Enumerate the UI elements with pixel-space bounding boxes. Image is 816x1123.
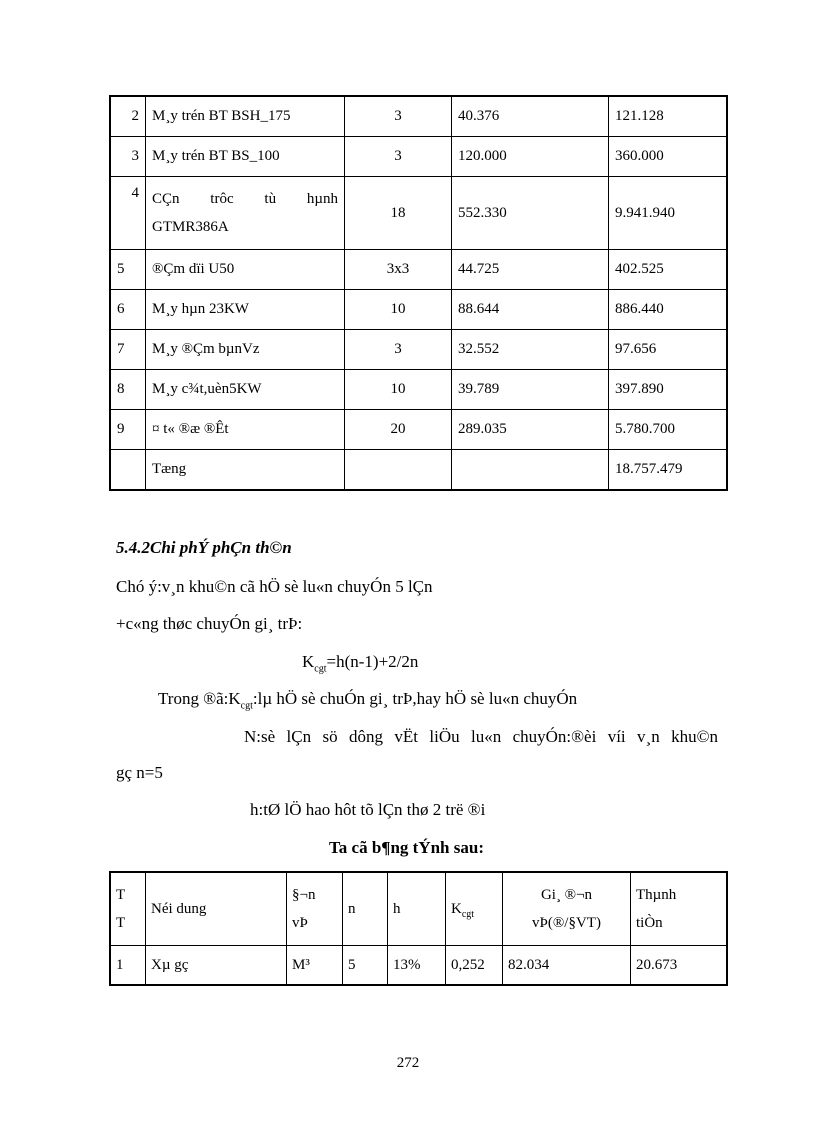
section-heading: 5.4.2Chi phÝ phÇn th©n (116, 538, 292, 557)
note-line: Chó ý:v¸n khu©n cã hÖ sè lu«n chuyÓn 5 lÇn (116, 577, 433, 596)
equipment-name: ®Çm dïi U50 (146, 250, 345, 290)
page-number: 272 (396, 1055, 420, 1071)
row-number: 9 (110, 410, 146, 450)
formula-intro: +c«ng thøc chuyÓn gi¸ trÞ: (116, 614, 303, 633)
equipment-name: M¸y c¾t,uèn5KW (146, 370, 345, 410)
header-content: Néi dung (146, 872, 287, 946)
row-number: 7 (110, 330, 146, 370)
amount: 97.656 (609, 330, 728, 370)
quantity: 20 (345, 410, 452, 450)
row-number: 4 (110, 177, 146, 250)
equipment-table (109, 95, 728, 491)
cost-table (109, 871, 728, 986)
definition-n-cont: gç n=5 (116, 763, 163, 782)
quantity: 3 (345, 137, 452, 177)
header-unit (287, 872, 343, 946)
unit-price: 32.552 (452, 330, 609, 370)
row-number (110, 450, 146, 491)
header-k-subscript: cgt (461, 908, 475, 920)
row-number: 2 (110, 96, 146, 137)
header-price (503, 872, 631, 946)
amount: 9.941.940 (609, 177, 728, 250)
header-tt-line2: T (116, 915, 126, 931)
unit-price: 88.644 (452, 290, 609, 330)
amount: 397.890 (609, 370, 728, 410)
header-total-line2: tiÒn (636, 915, 663, 931)
row-total: 20.673 (631, 946, 728, 986)
row-number: 8 (110, 370, 146, 410)
row-number: 6 (110, 290, 146, 330)
grand-total: 18.757.479 (609, 450, 728, 491)
definition-n-text: N:sè lÇn sö dông vËt liÖu lu«n chuyÓn:®èi víi v¸n khu©n (244, 727, 718, 746)
row-unit: M³ (287, 946, 343, 986)
table-row (110, 330, 727, 370)
quantity: 3 (345, 330, 452, 370)
unit-price: 120.000 (452, 137, 609, 177)
amount: 121.128 (609, 96, 728, 137)
quantity: 18 (345, 177, 452, 250)
row-tt: 1 (110, 946, 146, 986)
header-tt-line1: T (116, 886, 126, 903)
equipment-name-line1: CÇn trôc tù hµnh (152, 190, 338, 207)
table-header-row (110, 872, 727, 946)
quantity (345, 450, 452, 491)
unit-price: 552.330 (452, 177, 609, 250)
unit-price: 44.725 (452, 250, 609, 290)
equipment-name: M¸y trén BT BS_100 (146, 137, 345, 177)
table-row (110, 290, 727, 330)
definition-n (244, 727, 718, 747)
unit-price: 289.035 (452, 410, 609, 450)
formula-expression: =h(n-1)+2/2n (326, 652, 419, 671)
table-row (110, 177, 727, 250)
definition-h: h:tØ lÖ hao hôt tõ lÇn thø 2 trë ®i (250, 800, 486, 819)
row-k: 0,252 (446, 946, 503, 986)
table-caption: Ta cã b¶ng tÝnh sau: (329, 838, 484, 857)
formula-k: K (302, 652, 315, 671)
table-row (110, 137, 727, 177)
table-row (110, 96, 727, 137)
amount: 886.440 (609, 290, 728, 330)
definition-k-prefix: Trong ®ã:K (158, 689, 241, 708)
row-number: 3 (110, 137, 146, 177)
quantity: 3x3 (345, 250, 452, 290)
header-price-line1: Gi¸ ®¬n (540, 886, 593, 903)
row-price: 82.034 (503, 946, 631, 986)
equipment-name (146, 177, 345, 250)
header-unit-line2: vÞ (292, 915, 308, 931)
header-unit-line1: §¬n (292, 886, 316, 903)
header-price-line2: vÞ(®/§VT) (532, 915, 601, 931)
unit-price: 40.376 (452, 96, 609, 137)
equipment-name: M¸y hµn 23KW (146, 290, 345, 330)
formula (302, 652, 418, 674)
table-row (110, 370, 727, 410)
table-row (110, 410, 727, 450)
header-tt (110, 872, 146, 946)
header-total-line1: Thµnh (636, 886, 677, 903)
table-row (110, 250, 727, 290)
amount: 402.525 (609, 250, 728, 290)
total-label: Tæng (146, 450, 345, 491)
equipment-name-line2: GTMR386A (152, 219, 229, 235)
quantity: 3 (345, 96, 452, 137)
definition-k-text: :lµ hÖ sè chuÓn gi¸ trÞ,hay hÖ sè lu«n chuyÓn (252, 689, 578, 708)
header-n: n (343, 872, 388, 946)
row-n: 5 (343, 946, 388, 986)
definition-k-subscript: cgt (240, 700, 253, 712)
row-h: 13% (388, 946, 446, 986)
amount: 5.780.700 (609, 410, 728, 450)
quantity: 10 (345, 290, 452, 330)
table-row (110, 946, 727, 986)
header-k (446, 872, 503, 946)
header-h: h (388, 872, 446, 946)
row-number: 5 (110, 250, 146, 290)
header-total (631, 872, 728, 946)
unit-price: 39.789 (452, 370, 609, 410)
formula-k-subscript: cgt (314, 663, 327, 675)
header-k-letter: K (451, 900, 462, 917)
equipment-name: M¸y trén BT BSH_175 (146, 96, 345, 137)
quantity: 10 (345, 370, 452, 410)
equipment-name: ¤ t« ®æ ®Êt (146, 410, 345, 450)
unit-price (452, 450, 609, 491)
row-content: Xµ gç (146, 946, 287, 986)
table-row-total (110, 450, 727, 491)
amount: 360.000 (609, 137, 728, 177)
definition-k (158, 689, 577, 711)
equipment-name: M¸y ®Çm bµnVz (146, 330, 345, 370)
